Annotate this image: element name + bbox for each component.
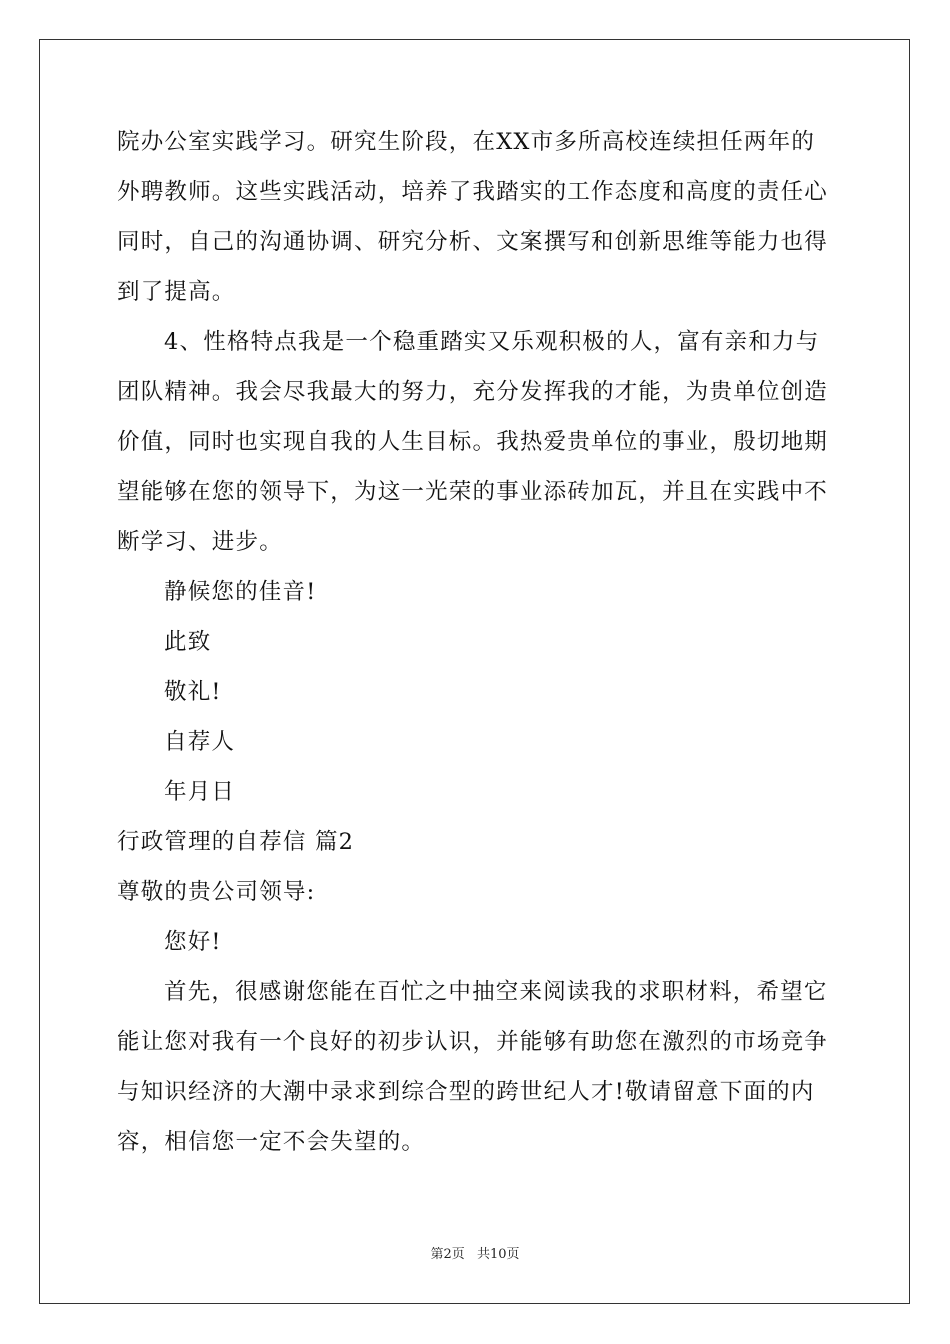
closing-line: 静候您的佳音!: [164, 579, 317, 605]
date-line: 年月日: [164, 779, 236, 805]
text-line: 断学习、进步。: [117, 529, 283, 555]
text-line: 外聘教师。这些实践活动，培养了我踏实的工作态度和高度的责任心: [117, 179, 829, 205]
text-line: 同时，自己的沟通协调、研究分析、文案撰写和创新思维等能力也得: [117, 229, 829, 255]
page-total: 共10页: [476, 1247, 520, 1262]
text-line: 能让您对我有一个良好的初步认识，并能够有助您在激烈的市场竞争: [117, 1029, 829, 1055]
text-line: 团队精神。我会尽我最大的努力，充分发挥我的才能，为贵单位创造: [117, 379, 829, 405]
text-line: 价值，同时也实现自我的人生目标。我热爱贵单位的事业，殷切地期: [117, 429, 829, 455]
text-line: 4、性格特点我是一个稳重踏实又乐观积极的人，富有亲和力与: [164, 329, 820, 355]
page-footer: [0, 1246, 950, 1264]
section-title: 行政管理的自荐信 篇2: [117, 829, 355, 855]
text-line: 与知识经济的大潮中录求到综合型的跨世纪人才!敬请留意下面的内: [117, 1079, 815, 1105]
signature-line: 自荐人: [164, 729, 236, 755]
page-number: 第2页: [430, 1247, 465, 1262]
text-line: 院办公室实践学习。研究生阶段，在XX市多所高校连续担任两年的: [117, 129, 816, 155]
greeting-line: 尊敬的贵公司领导:: [117, 879, 316, 905]
text-line: 容，相信您一定不会失望的。: [117, 1129, 426, 1155]
greeting-line: 您好!: [164, 929, 222, 955]
text-line: 望能够在您的领导下，为这一光荣的事业添砖加瓦，并且在实践中不: [117, 479, 829, 505]
salutation-line: 敬礼!: [164, 679, 222, 705]
text-line: 到了提高。: [117, 279, 236, 305]
text-line: 首先，很感谢您能在百忙之中抽空来阅读我的求职材料，希望它: [164, 979, 828, 1005]
salutation-line: 此致: [164, 629, 212, 655]
